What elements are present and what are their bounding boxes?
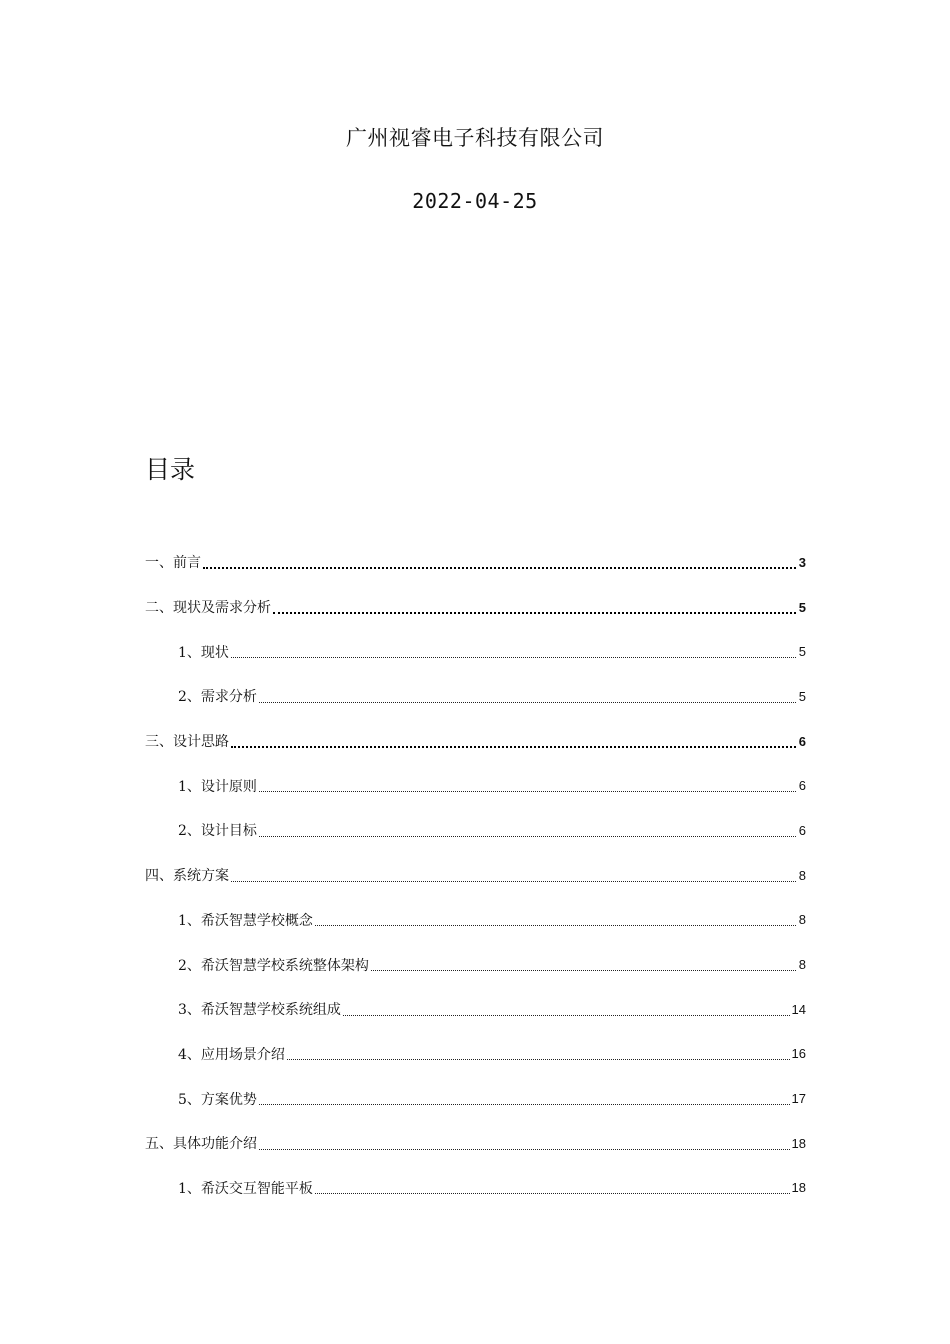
toc-entry-page: 18 (791, 1180, 806, 1196)
company-name: 广州视睿电子科技有限公司 (346, 126, 604, 150)
table-of-contents (145, 540, 806, 1210)
toc-entry[interactable] (145, 763, 806, 808)
toc-dot-leader (203, 567, 796, 569)
toc-entry[interactable] (145, 674, 806, 719)
document-date: 2022-04-25 (412, 189, 538, 213)
toc-entry[interactable] (145, 898, 806, 943)
toc-dot-leader (315, 925, 796, 926)
toc-entry-title: 2、希沃智慧学校系统整体架构 (178, 957, 369, 974)
toc-entry-title: 2、设计目标 (178, 823, 257, 840)
toc-dot-leader (343, 1015, 790, 1016)
toc-dot-leader (231, 657, 796, 658)
toc-entry-page: 8 (798, 912, 806, 928)
toc-entry-page: 8 (798, 957, 806, 973)
toc-entry-page: 5 (798, 644, 806, 660)
toc-dot-leader (231, 881, 796, 882)
toc-entry[interactable] (145, 1032, 806, 1077)
toc-entry[interactable] (145, 987, 806, 1032)
toc-entry-page: 6 (798, 733, 806, 749)
toc-entry-page: 18 (791, 1135, 806, 1151)
toc-dot-leader (287, 1059, 790, 1060)
toc-entry-page: 8 (798, 867, 806, 883)
toc-entry-page: 5 (798, 599, 806, 615)
toc-dot-leader (259, 1149, 790, 1150)
toc-entry[interactable] (145, 585, 806, 630)
toc-entry[interactable] (145, 629, 806, 674)
toc-entry[interactable] (145, 1121, 806, 1166)
toc-dot-leader (259, 791, 796, 792)
toc-dot-leader (259, 702, 796, 703)
toc-entry-title: 五、具体功能介绍 (145, 1136, 257, 1153)
toc-entry[interactable] (145, 853, 806, 898)
toc-entry[interactable] (145, 540, 806, 585)
toc-entry-title: 二、现状及需求分析 (145, 600, 271, 617)
toc-dot-leader (273, 612, 796, 614)
toc-entry-title: 1、希沃智慧学校概念 (178, 912, 313, 929)
toc-entry-title: 1、设计原则 (178, 778, 257, 795)
toc-entry-title: 5、方案优势 (178, 1091, 257, 1108)
toc-entry[interactable] (145, 942, 806, 987)
toc-entry-page: 5 (798, 688, 806, 704)
toc-entry-page: 17 (791, 1091, 806, 1107)
toc-entry-title: 3、希沃智慧学校系统组成 (178, 1002, 341, 1019)
toc-entry-title: 2、需求分析 (178, 689, 257, 706)
toc-entry-page: 6 (798, 822, 806, 838)
toc-dot-leader (259, 836, 796, 837)
toc-heading: 目录 (145, 455, 196, 484)
toc-entry-title: 1、希沃交互智能平板 (178, 1180, 313, 1197)
toc-entry-title: 三、设计思路 (145, 734, 229, 751)
toc-dot-leader (231, 746, 796, 748)
toc-entry-title: 一、前言 (145, 555, 201, 572)
toc-entry[interactable] (145, 719, 806, 764)
toc-dot-leader (371, 970, 796, 971)
toc-dot-leader (259, 1104, 790, 1105)
toc-entry-page: 16 (791, 1046, 806, 1062)
toc-entry-page: 6 (798, 778, 806, 794)
toc-entry-page: 3 (798, 554, 806, 570)
toc-entry-title: 1、现状 (178, 644, 229, 661)
toc-entry[interactable] (145, 808, 806, 853)
toc-dot-leader (315, 1193, 790, 1194)
toc-entry[interactable] (145, 1166, 806, 1211)
toc-entry-title: 四、系统方案 (145, 868, 229, 885)
toc-entry[interactable] (145, 1076, 806, 1121)
toc-entry-page: 14 (791, 1001, 806, 1017)
toc-entry-title: 4、应用场景介绍 (178, 1046, 285, 1063)
